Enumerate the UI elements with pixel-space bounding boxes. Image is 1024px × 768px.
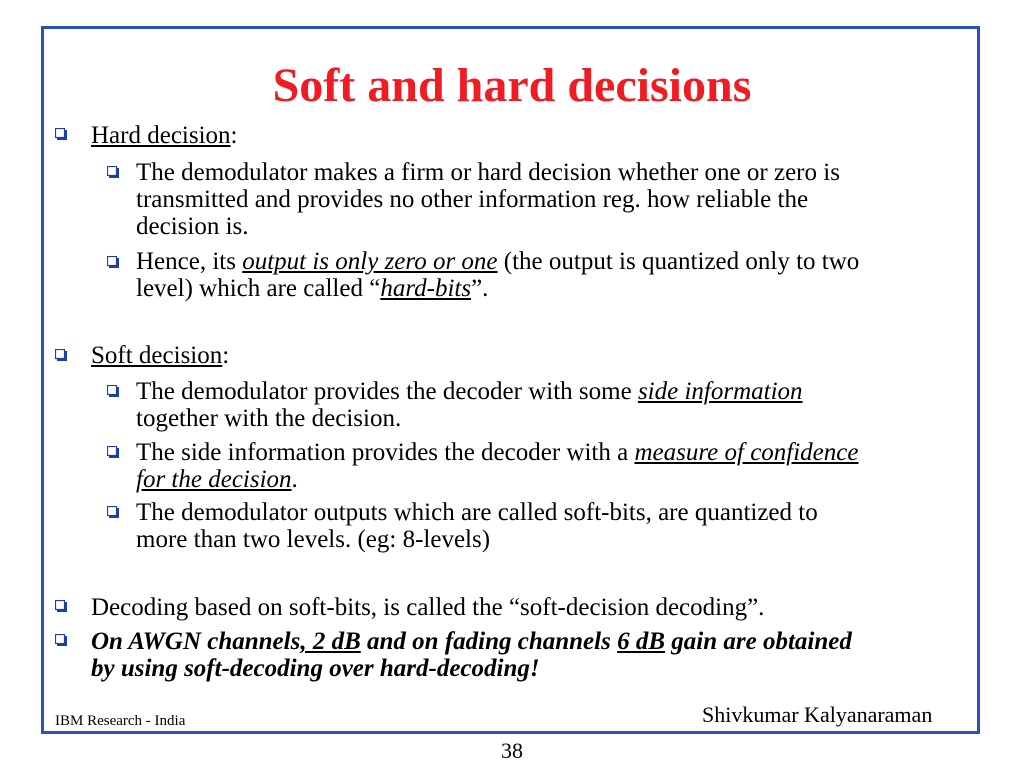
awgn-line-2: by using soft-decoding over hard-decoding! <box>91 655 540 682</box>
text: Hence, its <box>136 248 243 275</box>
text: gain are obtained <box>665 628 852 655</box>
text: . <box>291 466 298 493</box>
soft-bullet-2-line-2 <box>136 466 971 494</box>
soft-bullet-2-line-1 <box>136 439 971 467</box>
bullet-square-icon <box>107 385 119 397</box>
emphasis-output: output is only zero or one <box>242 248 498 275</box>
emphasis-2db: , 2 dB <box>300 628 361 655</box>
bullet-square-icon <box>55 600 67 612</box>
text: The side information provides the decoder with a <box>136 439 635 466</box>
decoding-statement: Decoding based on soft-bits, is called the “soft-decision decoding”. <box>91 594 765 621</box>
bullet-square-icon <box>107 446 119 458</box>
hard-decision-label: Hard decision <box>91 122 231 149</box>
bullet-square-icon <box>55 634 67 646</box>
soft-bullet-1-line-1 <box>136 378 971 406</box>
soft-bullet-3-line-1: The demodulator outputs which are called soft-bits, are quantized to <box>136 499 818 526</box>
hard-decision-heading <box>91 122 971 150</box>
emphasis-hard-bits: hard-bits <box>380 275 472 302</box>
colon: : <box>230 122 238 149</box>
soft-decision-heading <box>91 342 971 370</box>
emphasis-for-the-decision: for the decision <box>136 466 292 493</box>
text: The demodulator provides the decoder with some <box>136 378 638 405</box>
bullet-square-icon <box>55 349 67 361</box>
footer-organization: IBM Research - India <box>55 713 186 729</box>
hard-bullet-1-line-3: decision is. <box>136 213 249 240</box>
emphasis-6db: 6 dB <box>617 628 666 655</box>
hard-bullet-2-line-2 <box>136 275 971 303</box>
footer-author: Shivkumar Kalyanaraman <box>702 702 933 727</box>
text: ”. <box>471 275 489 302</box>
bullet-square-icon <box>107 166 119 178</box>
awgn-line-1 <box>91 628 971 656</box>
bullet-square-icon <box>55 128 67 140</box>
text: On AWGN channels <box>91 628 301 655</box>
soft-bullet-1-line-2: together with the decision. <box>136 405 402 432</box>
bullet-square-icon <box>107 256 119 268</box>
soft-decision-label: Soft decision <box>91 342 223 369</box>
bullet-square-icon <box>107 506 119 518</box>
hard-bullet-1-line-1: The demodulator makes a firm or hard decision whether one or zero is <box>136 159 840 186</box>
soft-bullet-3-line-2: more than two levels. (eg: 8-levels) <box>136 526 491 553</box>
emphasis-side-information: side information <box>637 378 803 405</box>
colon: : <box>222 342 230 369</box>
hard-bullet-2-line-1 <box>136 248 971 276</box>
text: level) which are called “ <box>136 275 381 302</box>
page-number: 38 <box>501 738 523 763</box>
text: (the output is quantized only to two <box>497 248 860 275</box>
hard-bullet-1-line-2: transmitted and provides no other information reg. how reliable the <box>136 186 809 213</box>
text: and on fading channels <box>360 628 618 655</box>
emphasis-measure-of-confidence: measure of confidence <box>634 439 859 466</box>
slide-title: Soft and hard decisions <box>272 59 752 112</box>
